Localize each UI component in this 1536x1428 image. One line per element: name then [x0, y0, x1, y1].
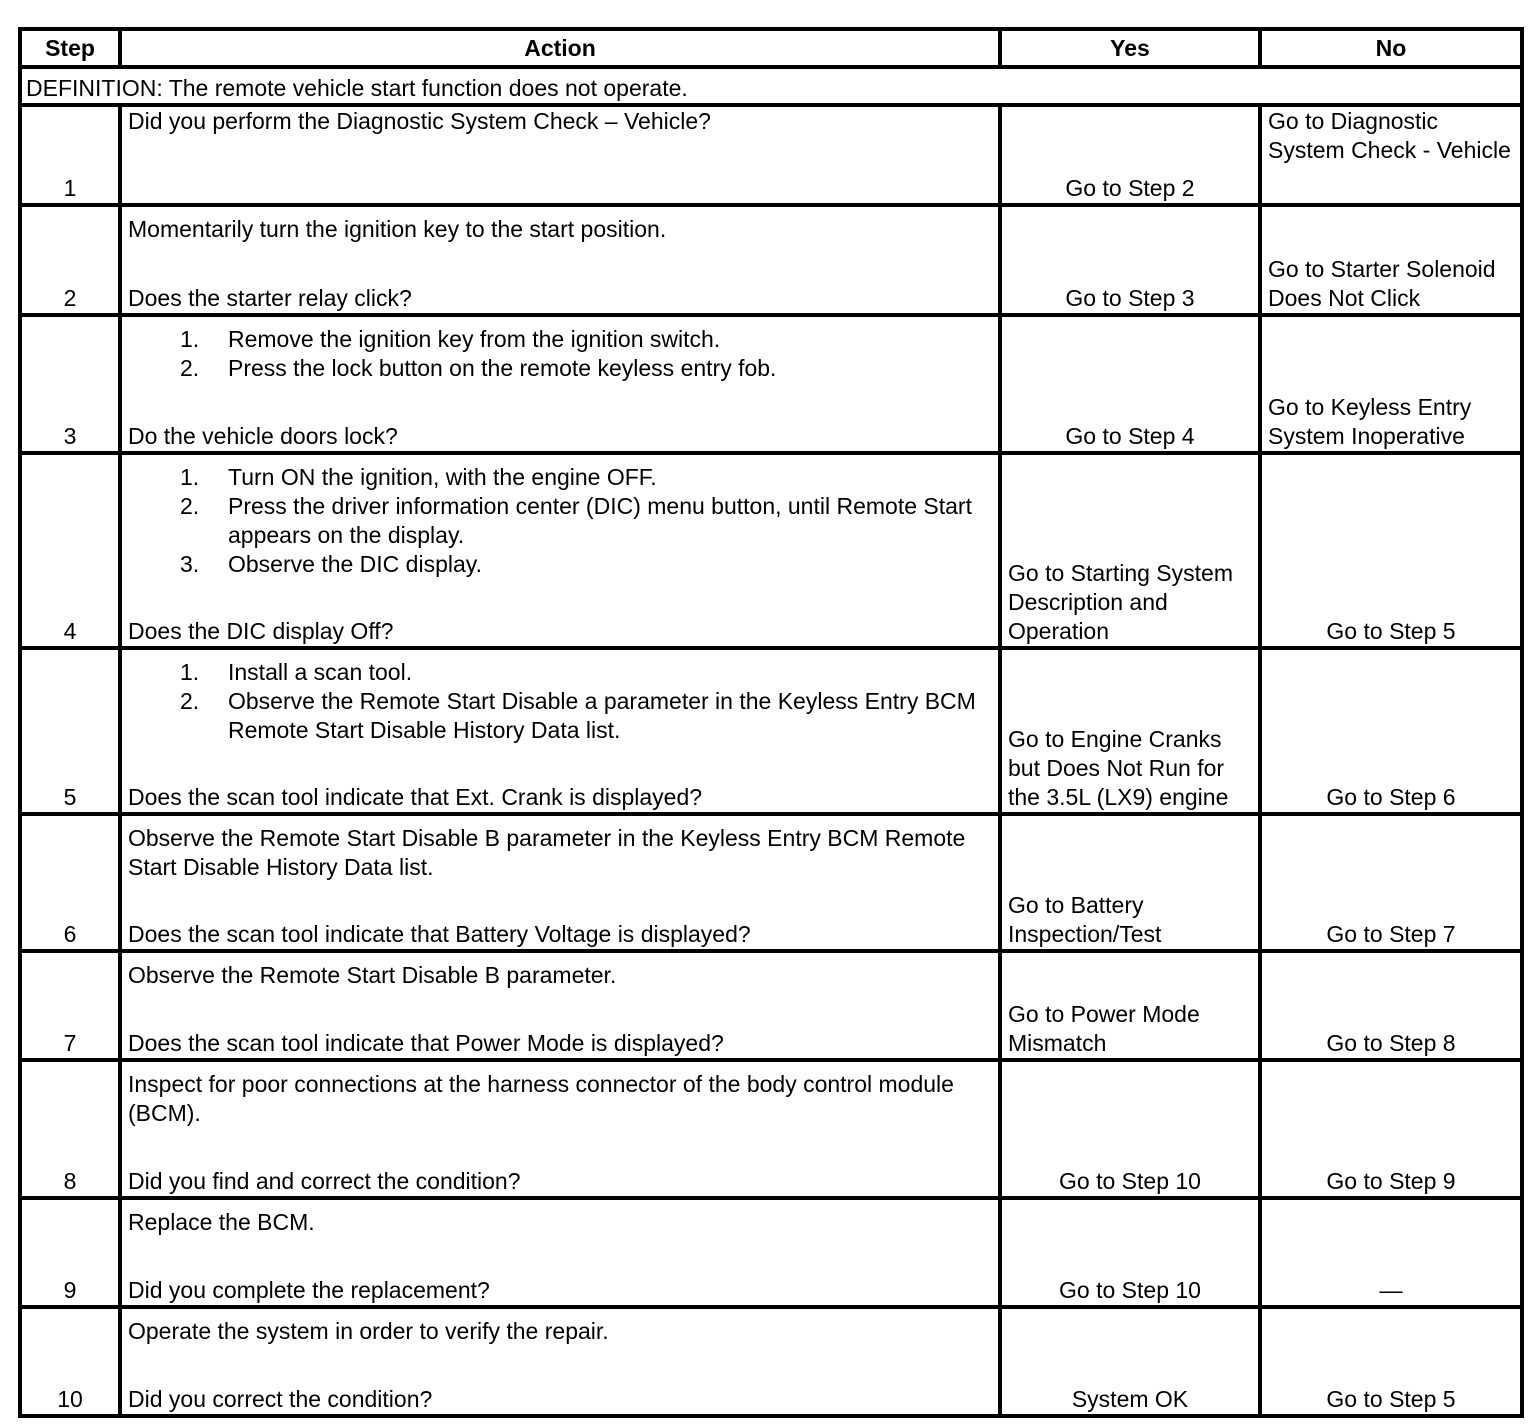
- no-cell: Go to Step 5: [1260, 1307, 1522, 1416]
- no-cell: —: [1260, 1198, 1522, 1307]
- action-text: Momentarily turn the ignition key to the start position.: [128, 216, 667, 242]
- action-question: Does the scan tool indicate that Battery Voltage is displayed?: [128, 921, 751, 947]
- action-cell: [120, 1198, 1000, 1307]
- step-number: 6: [20, 814, 120, 951]
- table-row: [20, 1060, 1522, 1198]
- yes-cell: Go to Step 10: [1000, 1198, 1260, 1307]
- no-cell: Go to Starter Solenoid Does Not Click: [1260, 205, 1522, 315]
- table-row: [20, 453, 1522, 648]
- table-row: [20, 1307, 1522, 1416]
- action-cell: [120, 453, 1000, 648]
- step-number: 4: [20, 453, 120, 648]
- action-question: Did you complete the replacement?: [128, 1277, 490, 1303]
- action-question: Did you find and correct the condition?: [128, 1168, 521, 1194]
- step-number: 3: [20, 315, 120, 453]
- step-number: 8: [20, 1060, 120, 1198]
- substep-list: [128, 658, 992, 745]
- action-question: Do the vehicle doors lock?: [128, 423, 398, 449]
- yes-cell: Go to Battery Inspection/Test: [1000, 814, 1260, 951]
- substep: 1. Remove the ignition key from the ignition switch.: [180, 326, 721, 352]
- step-number: 1: [20, 105, 120, 205]
- action-question: Does the scan tool indicate that Power Mode is displayed?: [128, 1030, 724, 1056]
- table-row: [20, 315, 1522, 453]
- action-question: Does the scan tool indicate that Ext. Crank is displayed?: [128, 784, 703, 810]
- action-cell: [120, 105, 1000, 205]
- yes-cell: Go to Power Mode Mismatch: [1000, 951, 1260, 1060]
- diagnostic-table: [18, 27, 1524, 1418]
- no-cell: Go to Step 9: [1260, 1060, 1522, 1198]
- action-text: Observe the Remote Start Disable B parameter.: [128, 962, 617, 988]
- substep: 2. Press the lock button on the remote keyless entry fob.: [180, 355, 777, 381]
- table-row: [20, 1198, 1522, 1307]
- action-text: Inspect for poor connections at the harness connector of the body control module (BCM).: [128, 1071, 954, 1126]
- action-cell: [120, 1060, 1000, 1198]
- yes-cell: Go to Step 3: [1000, 205, 1260, 315]
- action-cell: [120, 1307, 1000, 1416]
- yes-cell: Go to Engine Cranks but Does Not Run for the 3.5L (LX9) engine: [1000, 648, 1260, 814]
- step-number: 10: [20, 1307, 120, 1416]
- action-cell: [120, 205, 1000, 315]
- table-row: [20, 648, 1522, 814]
- table-row: [20, 105, 1522, 205]
- table-row: [20, 951, 1522, 1060]
- action-cell: [120, 951, 1000, 1060]
- substep: 2. Press the driver information center (DIC) menu button, until Remote Start appears on the display.: [180, 493, 972, 548]
- substep-list: [128, 463, 992, 579]
- definition-text: DEFINITION: The remote vehicle start function does not operate.: [20, 67, 1522, 105]
- action-text: Observe the Remote Start Disable B parameter in the Keyless Entry BCM Remote Start Disable History Data list.: [128, 825, 966, 880]
- action-cell: [120, 814, 1000, 951]
- action-text: Replace the BCM.: [128, 1209, 315, 1235]
- action-question: Did you correct the condition?: [128, 1386, 433, 1412]
- no-cell: Go to Diagnostic System Check - Vehicle: [1260, 105, 1522, 205]
- action-cell: [120, 648, 1000, 814]
- step-number: 9: [20, 1198, 120, 1307]
- step-number: 7: [20, 951, 120, 1060]
- action-question: Does the starter relay click?: [128, 285, 412, 311]
- no-cell: Go to Step 6: [1260, 648, 1522, 814]
- yes-cell: Go to Step 2: [1000, 105, 1260, 205]
- yes-cell: Go to Step 4: [1000, 315, 1260, 453]
- substep-list: [128, 325, 992, 383]
- substep: 3. Observe the DIC display.: [180, 551, 482, 577]
- header-yes: Yes: [1000, 29, 1260, 67]
- definition-row: [20, 67, 1522, 105]
- header-no: No: [1260, 29, 1522, 67]
- no-cell: Go to Keyless Entry System Inoperative: [1260, 315, 1522, 453]
- action-text: Did you perform the Diagnostic System Check – Vehicle?: [128, 108, 711, 134]
- table-row: [20, 814, 1522, 951]
- substep: 1. Turn ON the ignition, with the engine OFF.: [180, 464, 657, 490]
- no-cell: Go to Step 8: [1260, 951, 1522, 1060]
- substep: 1. Install a scan tool.: [180, 659, 413, 685]
- action-cell: [120, 315, 1000, 453]
- substep: 2. Observe the Remote Start Disable a parameter in the Keyless Entry BCM Remote Start Disable History Data list.: [180, 688, 976, 743]
- yes-cell: Go to Starting System Description and Operation: [1000, 453, 1260, 648]
- table-row: [20, 205, 1522, 315]
- step-number: 2: [20, 205, 120, 315]
- header-action: Action: [120, 29, 1000, 67]
- step-number: 5: [20, 648, 120, 814]
- yes-cell: Go to Step 10: [1000, 1060, 1260, 1198]
- no-cell: Go to Step 5: [1260, 453, 1522, 648]
- no-cell: Go to Step 7: [1260, 814, 1522, 951]
- action-question: Does the DIC display Off?: [128, 618, 394, 644]
- action-text: Operate the system in order to verify the repair.: [128, 1318, 609, 1344]
- header-step: Step: [20, 29, 120, 67]
- header-row: [20, 29, 1522, 67]
- yes-cell: System OK: [1000, 1307, 1260, 1416]
